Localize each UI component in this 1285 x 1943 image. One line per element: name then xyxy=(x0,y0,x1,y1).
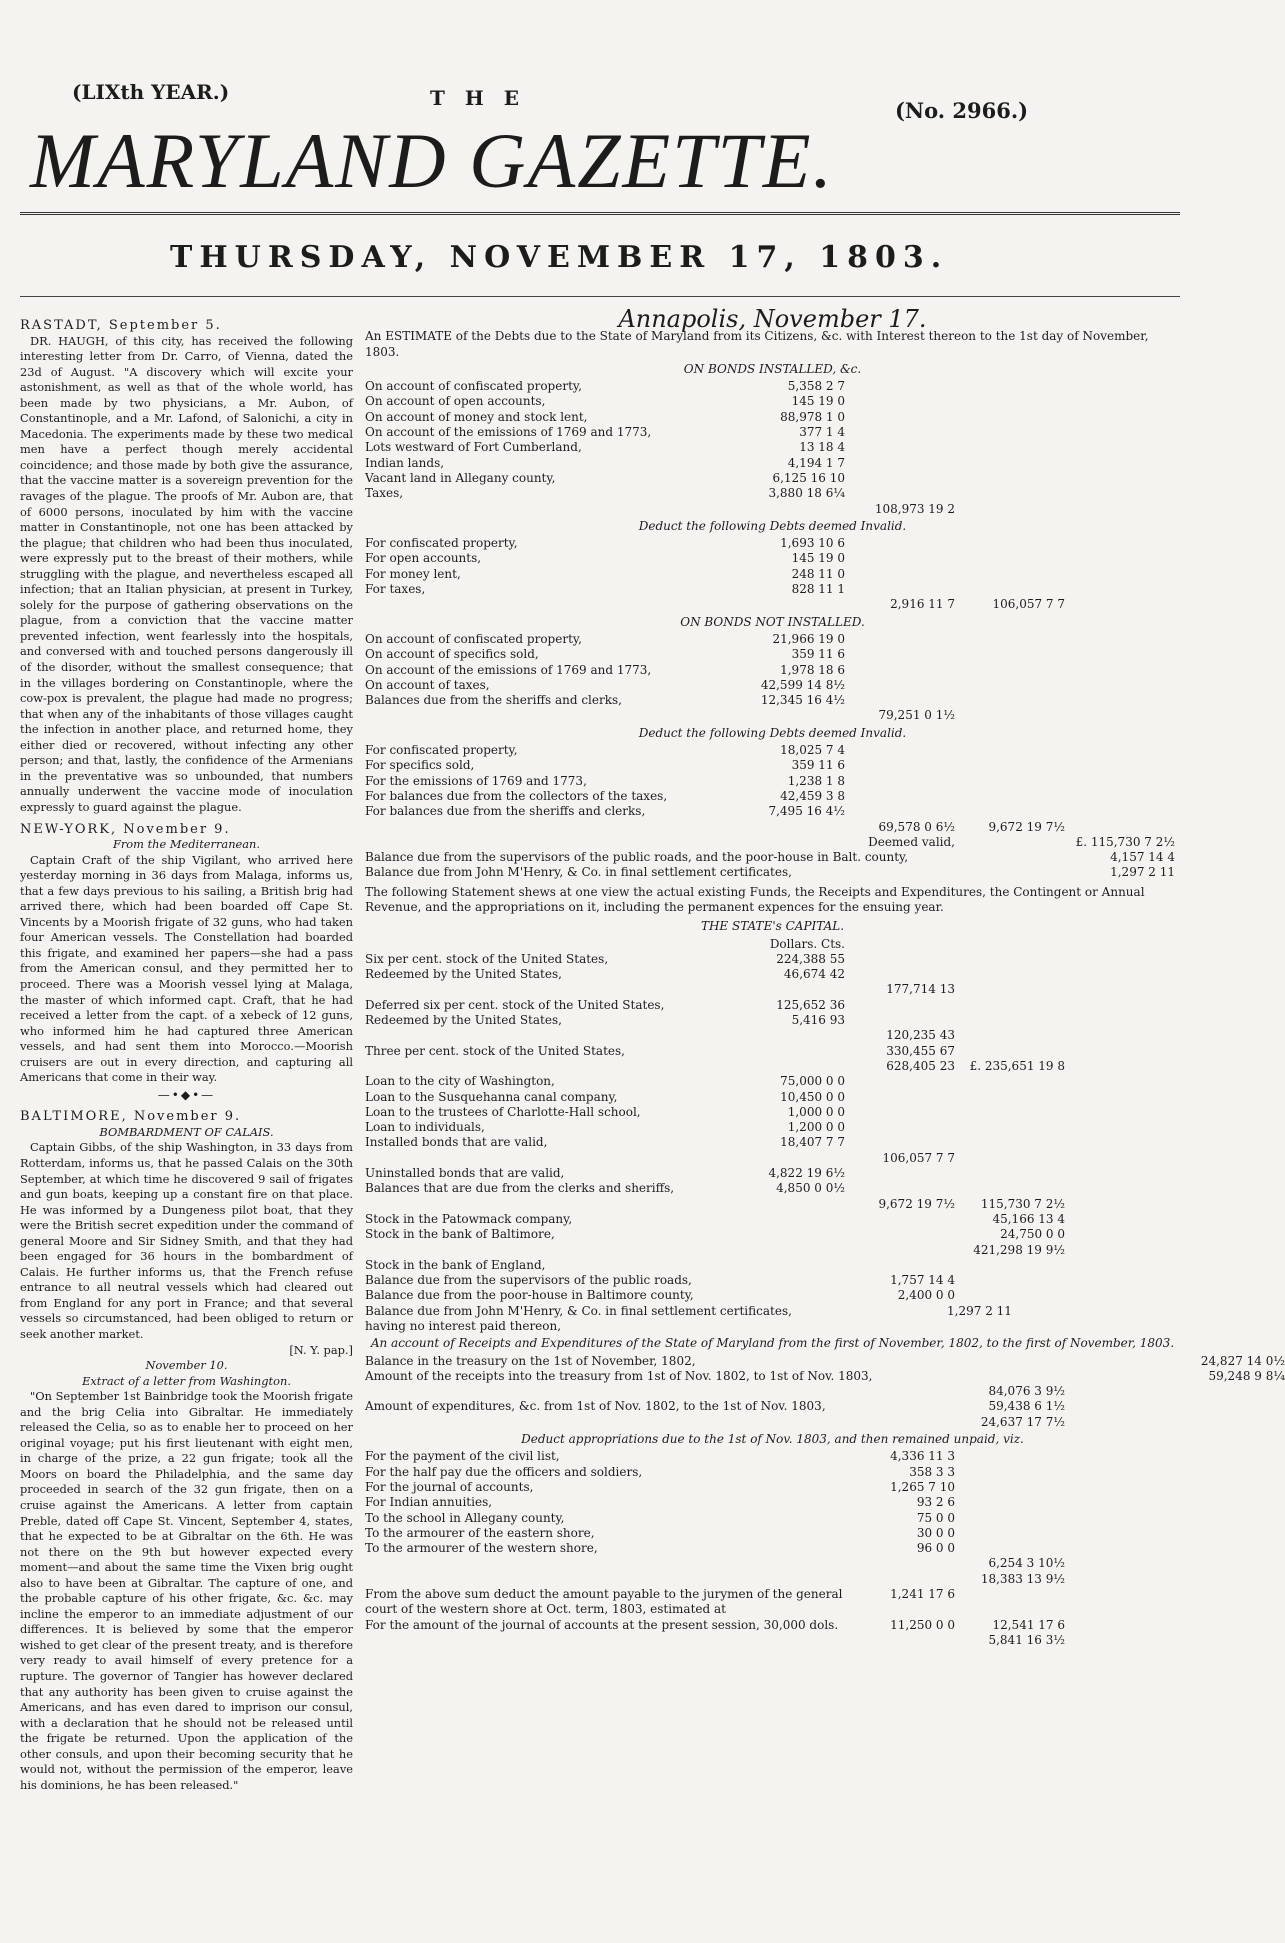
table-row xyxy=(365,1541,1180,1556)
source-signature: [N. Y. pap.] xyxy=(289,1342,353,1357)
row-label: Balance due from John M'Henry, & Co. in final settlement certificates, xyxy=(365,1303,792,1318)
stock-pat-label: Stock in the Patowmack company, xyxy=(365,1211,573,1226)
newyork-article: Captain Craft of the ship Vigilant, who arrived here yesterday morning in 36 days from Malaga, informs us, that a few days previous to his sailing, a British brig had arrived there, which had been boarded off Cape St. Vincents by a Moorish frigate of 32 guns, who had taken four American vessels. The Constellation had boarded this frigate, and examined her papers—she had a pass from the American consul, and they permitted her to proceed. There was a Moorish vessel lying at Malaga, the master of which informed capt. Craft, that he had received a letter from the capt. of a xebeck of 12 guns, who informed him he had captured three American vessels, and had sent them into Morocco.—Moorish cruisers are out in every direction, and capturing all Americans that come in their way. xyxy=(20,852,353,1085)
table-row xyxy=(365,1465,1180,1480)
acc-table xyxy=(365,1353,1285,1385)
approp-total-row xyxy=(365,1556,1180,1571)
row-value: 30 0 0 xyxy=(916,1525,955,1540)
exp-bal: 24,637 17 7½ xyxy=(980,1414,1065,1429)
table-row xyxy=(365,1028,1180,1043)
row-label: To the armourer of the western shore, xyxy=(365,1541,598,1556)
row-value: 224,388 55 xyxy=(776,951,845,966)
bal-mchenry-value: 1,297 2 11 xyxy=(1110,865,1175,880)
extract-article: "On September 1st Bainbridge took the Moorish frigate and the brig Celia into Gibraltar. He immediately released the Celia, so as to enable her to proceed on her original voyage; put his first lieutenant with eight men, in charge of the prize, a 22 gun frigate; took all the Moors on board the Philadelphia, and the same day proceeded in search of the 32 gun frigate, then on a cruise against the Americans. A letter from captain Preble, dated off Cape St. Vincent, September 4, states, that he expected to be at Gibraltar on the 6th. He was not there on the 9th but however expected every moment—and about the same time the Vixen brig ought also to have been at Gibraltar. The capture of one, and the probable capture of his other frigate, &c. &c. may incline the emperor to an immediate adjustment of our differences. It is believed by some that the emperor wished to get clear of the present treaty, and is therefore very ready to avail himself of every pretence for a rupture. The governor of Tangier has however declared that any authority has been given to cruise against the Americans, and has even dared to imprison our consul, with a declaration that he should not be released until the frigate be returned. Upon the application of the other consuls, and upon their becoming security that he would not, without the permission of the emperor, leave his dominions, he has been released." xyxy=(20,1389,353,1792)
row-label: For balances due from the sheriffs and clerks, xyxy=(365,804,646,819)
year-label: (LIXth YEAR.) xyxy=(72,80,230,104)
uninst-table xyxy=(365,1166,1180,1197)
table-row xyxy=(365,425,1180,440)
row-value: 18,407 7 7 xyxy=(780,1135,845,1150)
table-row xyxy=(365,440,1180,455)
dollars-header-row xyxy=(365,937,1180,952)
approp-bal: 18,383 13 9½ xyxy=(980,1571,1065,1586)
row-value: 125,652 36 xyxy=(776,997,845,1012)
row-label: On account of specifics sold, xyxy=(365,647,539,662)
capital-table xyxy=(365,952,1180,1059)
table-row xyxy=(365,456,1180,471)
misc-table xyxy=(365,1258,1180,1334)
final1-value: 1,241 17 6 xyxy=(890,1587,955,1602)
row-value: 4,194 1 7 xyxy=(787,455,845,470)
table-row xyxy=(365,1449,1180,1464)
table-row xyxy=(365,967,1180,982)
deduct2-heading: Deduct the following Debts deemed Invalid. xyxy=(638,725,907,740)
row-value: 4,850 0 0½ xyxy=(776,1181,845,1196)
table-row xyxy=(365,1013,1180,1028)
approp-heading: Deduct appropriations due to the 1st of Nov. 1803, and then remained unpaid, viz. xyxy=(521,1432,1024,1447)
rastadt-dateline: RASTADT, September 5. xyxy=(20,318,222,333)
table-row xyxy=(365,1273,1180,1288)
row-value: 75 0 0 xyxy=(916,1510,955,1525)
sum-421: 421,298 19 9½ xyxy=(973,1242,1065,1257)
table-row xyxy=(365,693,1180,708)
table-row xyxy=(365,1181,1180,1196)
table-row xyxy=(365,1526,1180,1541)
approp-total: 6,254 3 10½ xyxy=(988,1556,1065,1571)
exp-label: Amount of expenditures, &c. from 1st of Nov. 1802, to the 1st of Nov. 1803, xyxy=(365,1399,826,1414)
row-value: 10,450 0 0 xyxy=(780,1089,845,1104)
row-value: 7,495 16 4½ xyxy=(768,804,845,819)
stock-balt-label: Stock in the bank of Baltimore, xyxy=(365,1227,555,1242)
uninst-total: 9,672 19 7½ xyxy=(878,1196,955,1211)
row-value: 1,297 2 11 xyxy=(947,1303,1012,1318)
table-row xyxy=(365,647,1180,662)
row-label: On account of confiscated property, xyxy=(365,379,582,394)
row-value: 5,416 93 xyxy=(791,1013,845,1028)
row-label: For confiscated property, xyxy=(365,743,518,758)
row-value: 75,000 0 0 xyxy=(780,1074,845,1089)
notinst-total-row xyxy=(365,708,1180,723)
final-bal-row xyxy=(365,1633,1180,1648)
table-row xyxy=(365,410,1180,425)
table-row xyxy=(365,551,1180,566)
row-value: 18,025 7 4 xyxy=(780,743,845,758)
stock-balt-value: 24,750 0 0 xyxy=(1000,1227,1065,1242)
newspaper-page xyxy=(20,8,1285,1934)
newyork-subhead: From the Mediterranean. xyxy=(112,837,261,852)
table-row xyxy=(365,1304,1180,1319)
deduct2-table xyxy=(365,743,1180,819)
table-row xyxy=(365,379,1180,394)
row-label: To the armourer of the eastern shore, xyxy=(365,1525,595,1540)
row-label: Uninstalled bonds that are valid, xyxy=(365,1166,565,1181)
installed-total: 108,973 19 2 xyxy=(874,501,955,516)
acc-total: 84,076 3 9½ xyxy=(988,1384,1065,1399)
row-value: 46,674 42 xyxy=(783,967,845,982)
row-label: Balance in the treasury on the 1st of November, 1802, xyxy=(365,1353,696,1368)
table-row xyxy=(365,952,1180,967)
extract-subhead: Extract of a letter from Washington. xyxy=(82,1373,291,1388)
bal-roads-label: Balance due from the supervisors of the public roads, and the poor-house in Balt. county, xyxy=(365,850,909,865)
row-value: 1,757 14 4 xyxy=(890,1273,955,1288)
row-label: Taxes, xyxy=(365,486,404,501)
row-value: 358 3 3 xyxy=(909,1464,955,1479)
bal-roads-value: 4,157 14 4 xyxy=(1110,850,1175,865)
table-row xyxy=(365,789,1180,804)
loans-total-row xyxy=(365,1151,1180,1166)
row-label: For the half pay due the officers and soldiers, xyxy=(365,1464,643,1479)
row-label: On account of the emissions of 1769 and 1773, xyxy=(365,425,652,440)
columns xyxy=(20,305,1285,1932)
baltimore-article: Captain Gibbs, of the ship Washington, in 33 days from Rotterdam, informs us, that he passed Calais on the 30th September, at which time he discovered 9 sail of frigates and gun boats, keeping up a constant fire on that place. He was informed by a Dungeness pilot boat, that they were the British secret expedition under the command of general Moore and Sir Sidney Smith, and that they had been engaged for 36 hours in the bombardment of Calais. He further informs us, that the French refuse entrance to all neutral vessels which had cleared out from England for any port in France; and that several vessels so circumstanced, had been obliged to return or seek another market. xyxy=(20,1140,353,1341)
table-row xyxy=(365,471,1180,486)
row-label: On account of taxes, xyxy=(365,677,490,692)
deduct1-heading: Deduct the following Debts deemed Invalid. xyxy=(638,518,907,533)
row-value: 828 11 1 xyxy=(791,582,845,597)
table-row xyxy=(365,1319,1180,1334)
row-value: 2,400 0 0 xyxy=(897,1288,955,1303)
table-row xyxy=(365,998,1180,1013)
dollars-header: Dollars. Cts. xyxy=(769,936,845,951)
row-value: 88,978 1 0 xyxy=(780,409,845,424)
annapolis-heading: Annapolis, November 17. xyxy=(618,305,927,333)
row-label: Balances that are due from the clerks and sheriffs, xyxy=(365,1181,675,1196)
notinst-total: 79,251 0 1½ xyxy=(878,708,955,723)
row-value: 359 11 6 xyxy=(791,758,845,773)
row-label: For the payment of the civil list, xyxy=(365,1449,560,1464)
deemed-valid-label: Deemed valid, xyxy=(868,834,955,849)
row-label: Vacant land in Allegany county, xyxy=(365,470,556,485)
row-value: 3,880 18 6¼ xyxy=(768,486,845,501)
estimate-column xyxy=(365,305,1285,1932)
row-value: 1,693 10 6 xyxy=(780,536,845,551)
row-label: Indian lands, xyxy=(365,455,445,470)
installed-table xyxy=(365,379,1180,501)
row-value: 359 11 6 xyxy=(791,647,845,662)
statement-text: The following Statement shews at one view the actual existing Funds, the Receipts and Expenditures, the Contingent or Annual Revenue, and the appropriations on it, including the permanent expences for the ensuing year. xyxy=(365,884,1145,914)
table-row xyxy=(365,1044,1180,1059)
table-row xyxy=(365,1288,1180,1303)
table-row xyxy=(365,1120,1180,1135)
row-value: 21,966 19 0 xyxy=(772,631,845,646)
deduct1-total: 2,916 11 7 xyxy=(890,597,955,612)
row-label: On account of money and stock lent, xyxy=(365,409,588,424)
row-value: 1,000 0 0 xyxy=(787,1104,845,1119)
row-label: Lots westward of Fort Cumberland, xyxy=(365,440,582,455)
newyork-dateline: NEW-YORK, November 9. xyxy=(20,821,231,837)
row-label: Loan to the Susquehanna canal company, xyxy=(365,1089,618,1104)
stock-pat-row xyxy=(365,1212,1180,1227)
deemed-valid-value: £. 115,730 7 2½ xyxy=(1075,834,1175,849)
row-value: 59,248 9 8¼ xyxy=(1208,1368,1285,1383)
loans-table xyxy=(365,1074,1180,1150)
table-row xyxy=(365,1105,1180,1120)
row-label: Balance due from the poor-house in Baltimore county, xyxy=(365,1288,694,1303)
loans-total: 106,057 7 7 xyxy=(882,1150,955,1165)
row-label: Loan to the city of Washington, xyxy=(365,1074,555,1089)
table-row xyxy=(365,1353,1285,1369)
installed-heading: ON BONDS INSTALLED, &c. xyxy=(683,361,862,376)
row-label: For Indian annuities, xyxy=(365,1495,493,1510)
table-row xyxy=(365,394,1180,409)
table-row xyxy=(365,1511,1180,1526)
row-label: Redeemed by the United States, xyxy=(365,1013,562,1028)
table-row xyxy=(365,743,1180,758)
deemed-valid-row xyxy=(365,835,1180,850)
row-label: Amount of the receipts into the treasury from 1st of Nov. 1802, to 1st of Nov. 1803, xyxy=(365,1368,873,1383)
table-row xyxy=(365,678,1180,693)
approp-bal-row xyxy=(365,1572,1180,1587)
row-label: Stock in the bank of England, xyxy=(365,1257,546,1272)
row-value: 42,459 3 8 xyxy=(780,788,845,803)
bal-mchenry-row xyxy=(365,865,1180,880)
stock-balt-row xyxy=(365,1227,1180,1242)
baltimore-dateline: BALTIMORE, November 9. xyxy=(20,1109,242,1125)
final1-label: From the above sum deduct the amount payable to the jurymen of the general court of the western shore at Oct. term, 1803, estimated at xyxy=(365,1587,843,1617)
the-label: THE xyxy=(430,86,540,110)
table-row xyxy=(365,632,1180,647)
divider xyxy=(20,296,1180,297)
row-value: 5,358 2 7 xyxy=(787,379,845,394)
estimate-intro: An ESTIMATE of the Debts due to the State of Maryland from its Citizens, &c. with Interest thereon to the 1st day of November, 1803. xyxy=(365,329,1149,359)
news-column xyxy=(20,312,353,1932)
row-value: 377 1 4 xyxy=(799,425,845,440)
uninst-total-row xyxy=(365,1197,1180,1212)
final-total: 12,541 17 6 xyxy=(992,1617,1065,1632)
row-label: For the emissions of 1769 and 1773, xyxy=(365,773,587,788)
bal-roads-row xyxy=(365,850,1180,865)
row-value: 4,822 19 6½ xyxy=(768,1166,845,1181)
deduct2-total-row xyxy=(365,820,1180,835)
row-label: Six per cent. stock of the United States, xyxy=(365,951,609,966)
nov10-dateline: November 10. xyxy=(145,1358,228,1373)
table-row xyxy=(365,1074,1180,1089)
deduct1-total-row xyxy=(365,597,1180,612)
row-value: 120,235 43 xyxy=(886,1028,955,1043)
baltimore-subhead: BOMBARDMENT OF CALAIS. xyxy=(99,1124,274,1139)
row-value: 13 18 4 xyxy=(799,440,845,455)
approp-table xyxy=(365,1449,1180,1556)
row-value: 330,455 67 xyxy=(886,1043,955,1058)
capital-heading: THE STATE's CAPITAL. xyxy=(700,919,845,934)
table-row xyxy=(365,1090,1180,1105)
exp-bal-row xyxy=(365,1415,1180,1430)
table-row xyxy=(365,1166,1180,1181)
notinst-table xyxy=(365,632,1180,708)
capital-total-row xyxy=(365,1059,1180,1074)
stock-pat-value: 45,166 13 4 xyxy=(992,1211,1065,1226)
row-label: For balances due from the collectors of the taxes, xyxy=(365,788,668,803)
row-value: 1,265 7 10 xyxy=(890,1479,955,1494)
table-row xyxy=(365,567,1180,582)
row-label: For specifics sold, xyxy=(365,758,475,773)
row-label: On account of confiscated property, xyxy=(365,631,582,646)
rastadt-article: DR. HAUGH, of this city, has received the following interesting letter from Dr. Carro, of Vienna, dated the 23d of August. "A discovery which will excite your astonishment, as well as that of the whole world, has been made by two physicians, a Mr. Aubon, of Constantinople, and a Mr. Lafond, of Salonichi, a city in Macedonia. The experiments made by these two medical men have a perfect though merely accidental coincidence; and those made by both give the assurance, that the vaccine matter is a sovereign prevention for the ravages of the plague. The proofs of Mr. Aubon are, that of 6000 persons, inoculated by him with the vaccine matter in Constantinople, not one has been attacked by the plague; that children who had been thus inoculated, were expressly put to the breast of their mothers, while struggling with the plague, and nevertheless escaped all infection; that an Italian physician, at present in Turkey, solely for the purpose of gathering observations on the plague, from a conviction that the vaccine matter prevented infection, went fearlessly into the hospitals, and conversed with and touched persons dangerously ill of the disorder, without the smallest consequence; that in the villages bordering on Constantinople, where the cow-pox is prevalent, the plague had made no progress; that when any of the inhabitants of those villages caught the infection in another place, and returned home, they either died or recovered, without infecting any other person; and that, lastly, the confidence of the Armenians in the preventative was so unbounded, that numbers annually underwent the vaccine mode of inoculation expressly to guard against the plague. xyxy=(20,333,353,814)
row-label: For the journal of accounts, xyxy=(365,1479,534,1494)
installed-total-row xyxy=(365,502,1180,517)
final2-row xyxy=(365,1618,1180,1633)
table-row xyxy=(365,536,1180,551)
table-row xyxy=(365,774,1180,789)
row-value: 1,978 18 6 xyxy=(780,662,845,677)
deduct2-total: 69,578 0 6½ xyxy=(878,819,955,834)
row-label: Deferred six per cent. stock of the United States, xyxy=(365,997,665,1012)
row-label: To the school in Allegany county, xyxy=(365,1510,565,1525)
row-value: 42,599 14 8½ xyxy=(760,677,845,692)
divider xyxy=(20,212,1180,215)
table-row xyxy=(365,1368,1285,1384)
table-row xyxy=(365,982,1180,997)
row-value: 248 11 0 xyxy=(791,566,845,581)
row-label: Balances due from the sheriffs and clerks, xyxy=(365,693,622,708)
row-label: Three per cent. stock of the United States, xyxy=(365,1043,625,1058)
newspaper-title: MARYLAND GAZETTE. xyxy=(30,117,835,204)
row-value: 145 19 0 xyxy=(791,551,845,566)
capital-pounds: £. 235,651 19 8 xyxy=(969,1058,1065,1073)
row-label: For money lent, xyxy=(365,566,461,581)
valid1-total: 106,057 7 7 xyxy=(992,597,1065,612)
final2-value: 11,250 0 0 xyxy=(890,1617,955,1632)
issue-number: (No. 2966.) xyxy=(895,98,1029,123)
acc-total-row xyxy=(365,1384,1180,1399)
row-label: Installed bonds that are valid, xyxy=(365,1135,548,1150)
deduct1-table xyxy=(365,536,1180,597)
notinst-heading: ON BONDS NOT INSTALLED. xyxy=(680,614,865,629)
final2-label: For the amount of the journal of accounts at the present session, 30,000 dols. xyxy=(365,1617,839,1632)
table-row xyxy=(365,804,1180,819)
row-value: 1,238 1 8 xyxy=(787,773,845,788)
row-label: For open accounts, xyxy=(365,551,482,566)
row-label: Balance due from the supervisors of the public roads, xyxy=(365,1273,692,1288)
table-row xyxy=(365,582,1180,597)
row-value: 145 19 0 xyxy=(791,394,845,409)
sum-115: 115,730 7 2½ xyxy=(980,1196,1065,1211)
row-value: 1,200 0 0 xyxy=(787,1120,845,1135)
row-value: 12,345 16 4½ xyxy=(760,693,845,708)
masthead xyxy=(20,8,1180,275)
row-value: 6,125 16 10 xyxy=(772,470,845,485)
row-label: having no interest paid thereon, xyxy=(365,1319,562,1333)
row-value: 24,827 14 0½ xyxy=(1200,1353,1285,1368)
exp-row xyxy=(365,1399,1180,1414)
row-value: 96 0 0 xyxy=(916,1541,955,1556)
row-label: On account of open accounts, xyxy=(365,394,546,409)
row-value: 177,714 13 xyxy=(886,982,955,997)
sum-421-row xyxy=(365,1243,1180,1258)
ornament-divider: —•◆•— xyxy=(157,1087,216,1102)
table-row xyxy=(365,1480,1180,1495)
exp-value: 59,438 6 1½ xyxy=(988,1399,1065,1414)
account-heading: An account of Receipts and Expenditures of the State of Maryland from the first of November, 1802, to the first of November, 1803. xyxy=(370,1336,1175,1351)
bal-mchenry-label: Balance due from John M'Henry, & Co. in final settlement certificates, xyxy=(365,865,792,880)
table-row xyxy=(365,486,1180,501)
final-bal: 5,841 16 3½ xyxy=(988,1632,1065,1647)
row-label: For confiscated property, xyxy=(365,536,518,551)
valid2-total: 9,672 19 7½ xyxy=(988,819,1065,834)
table-row xyxy=(365,663,1180,678)
table-row xyxy=(365,1258,1180,1273)
row-value: 4,336 11 3 xyxy=(890,1449,955,1464)
table-row xyxy=(365,1135,1180,1150)
capital-total: 628,405 23 xyxy=(886,1058,955,1073)
table-row xyxy=(365,1495,1180,1510)
row-label: For taxes, xyxy=(365,582,426,597)
row-label: On account of the emissions of 1769 and 1773, xyxy=(365,662,652,677)
row-label: Loan to the trustees of Charlotte-Hall school, xyxy=(365,1104,641,1119)
table-row xyxy=(365,758,1180,773)
row-label: Redeemed by the United States, xyxy=(365,967,562,982)
issue-date: THURSDAY, NOVEMBER 17, 1803. xyxy=(170,240,949,275)
row-value: 93 2 6 xyxy=(916,1495,955,1510)
final1-row xyxy=(365,1587,1180,1618)
row-label: Loan to individuals, xyxy=(365,1120,485,1135)
